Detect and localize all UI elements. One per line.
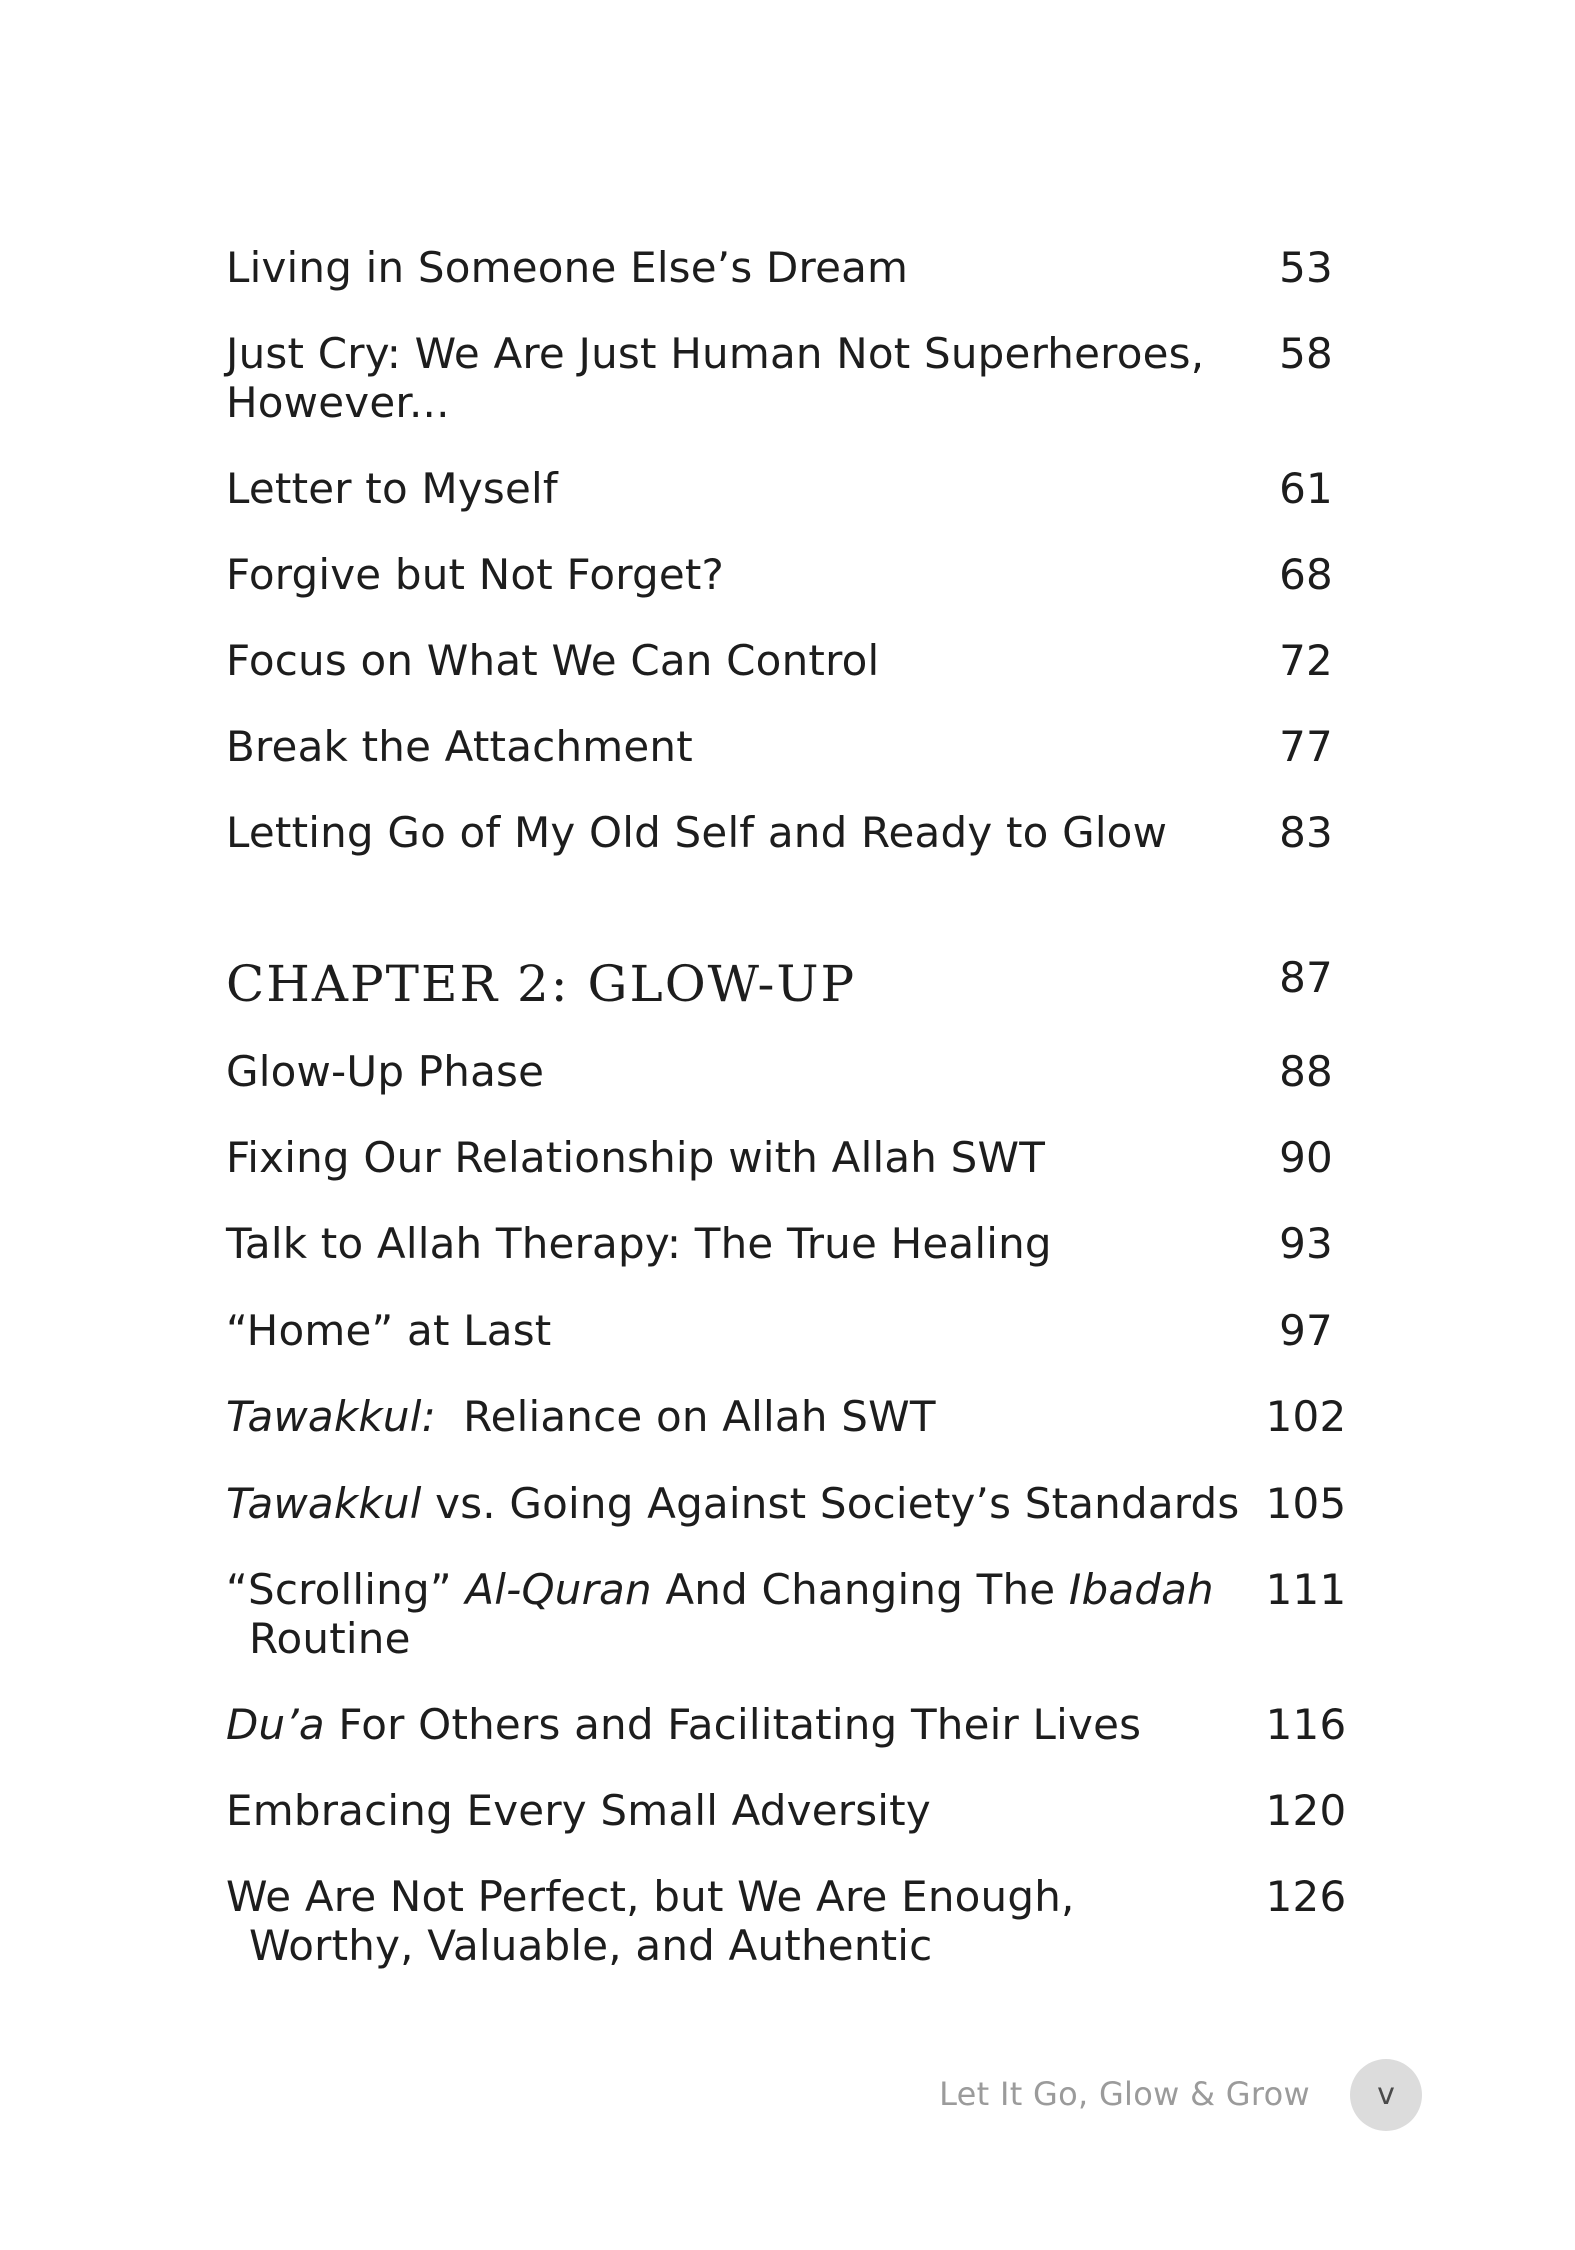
toc-entry-title <box>226 1872 1206 1970</box>
toc-entry-page: 111 <box>1265 1565 1347 1614</box>
page-footer <box>0 2059 1575 2129</box>
toc-entry-page: 116 <box>1265 1700 1347 1749</box>
footer-book-title: Let It Go, Glow & Grow <box>939 2075 1310 2113</box>
toc-entry-page: 93 <box>1279 1219 1333 1268</box>
toc-entry-title: Letting Go of My Old Self and Ready to Glow <box>226 808 1168 857</box>
toc-entry-title <box>226 329 1206 427</box>
toc-entry-page: 90 <box>1279 1133 1333 1182</box>
toc-entry-title <box>226 1565 1214 1663</box>
toc-entry-title-italic: Tawakkul: <box>226 1392 436 1441</box>
toc-entry-page: 53 <box>1279 243 1333 292</box>
table-of-contents <box>226 0 1356 2250</box>
toc-entry-title: Fixing Our Relationship with Allah SWT <box>226 1133 1046 1182</box>
toc-entry-title-rest: Reliance on Allah SWT <box>435 1392 936 1441</box>
toc-entry-title-italic: Al-Quran <box>465 1565 652 1614</box>
toc-entry-title: Focus on What We Can Control <box>226 636 880 685</box>
toc-entry-title-line2: However... <box>226 378 450 427</box>
toc-entry-page: 126 <box>1265 1872 1347 1921</box>
toc-entry-title: Embracing Every Small Adversity <box>226 1786 931 1835</box>
toc-entry-title: Forgive but Not Forget? <box>226 550 725 599</box>
toc-entry-page: 72 <box>1279 636 1333 685</box>
toc-entry-title <box>226 1700 1206 1749</box>
toc-entry-page: 68 <box>1279 550 1333 599</box>
toc-entry-title-italic: Du’a <box>226 1700 325 1749</box>
toc-entry-title-italic: Ibadah <box>1068 1565 1214 1614</box>
toc-entry-title: Living in Someone Else’s Dream <box>226 243 909 292</box>
toc-entry-title: Break the Attachment <box>226 722 693 771</box>
toc-entry-title-line1 <box>226 1565 1214 1614</box>
toc-entry-title-italic: Tawakkul <box>226 1479 422 1528</box>
toc-entry-title-line1: Just Cry: We Are Just Human Not Superheroes, <box>226 329 1205 378</box>
toc-entry-page: 77 <box>1279 722 1333 771</box>
toc-entry-title: “Home” at Last <box>226 1306 552 1355</box>
toc-entry-title <box>226 1479 1240 1528</box>
toc-entry-title-rest: vs. Going Against Society’s Standards <box>421 1479 1240 1528</box>
toc-entry-page: 83 <box>1279 808 1333 857</box>
toc-entry-title-mid: And Changing The <box>651 1565 1069 1614</box>
toc-entry-page: 88 <box>1279 1047 1333 1096</box>
toc-entry-title: Talk to Allah Therapy: The True Healing <box>226 1219 1052 1268</box>
toc-entry-title-line1: We Are Not Perfect, but We Are Enough, <box>226 1872 1075 1921</box>
toc-entry-page: 58 <box>1279 329 1333 378</box>
toc-entry-title <box>226 1392 1206 1441</box>
toc-entry-page: 97 <box>1279 1306 1333 1355</box>
toc-entry-page: 61 <box>1279 464 1333 513</box>
toc-entry-page: 102 <box>1265 1392 1347 1441</box>
toc-entry-page: 105 <box>1265 1479 1347 1528</box>
toc-entry-title-pre: “Scrolling” <box>226 1565 466 1614</box>
page-number-badge: v <box>1350 2059 1422 2131</box>
chapter-page: 87 <box>1279 953 1333 1002</box>
chapter-title: CHAPTER 2: GLOW-UP <box>226 955 857 1013</box>
toc-entry-title-line2: Routine <box>249 1614 411 1663</box>
toc-entry-title-rest: For Others and Facilitating Their Lives <box>324 1700 1142 1749</box>
toc-entry-title: Glow-Up Phase <box>226 1047 545 1096</box>
toc-entry-page: 120 <box>1265 1786 1347 1835</box>
toc-entry-title: Letter to Myself <box>226 464 558 513</box>
toc-entry-title-line2: Worthy, Valuable, and Authentic <box>249 1921 933 1970</box>
